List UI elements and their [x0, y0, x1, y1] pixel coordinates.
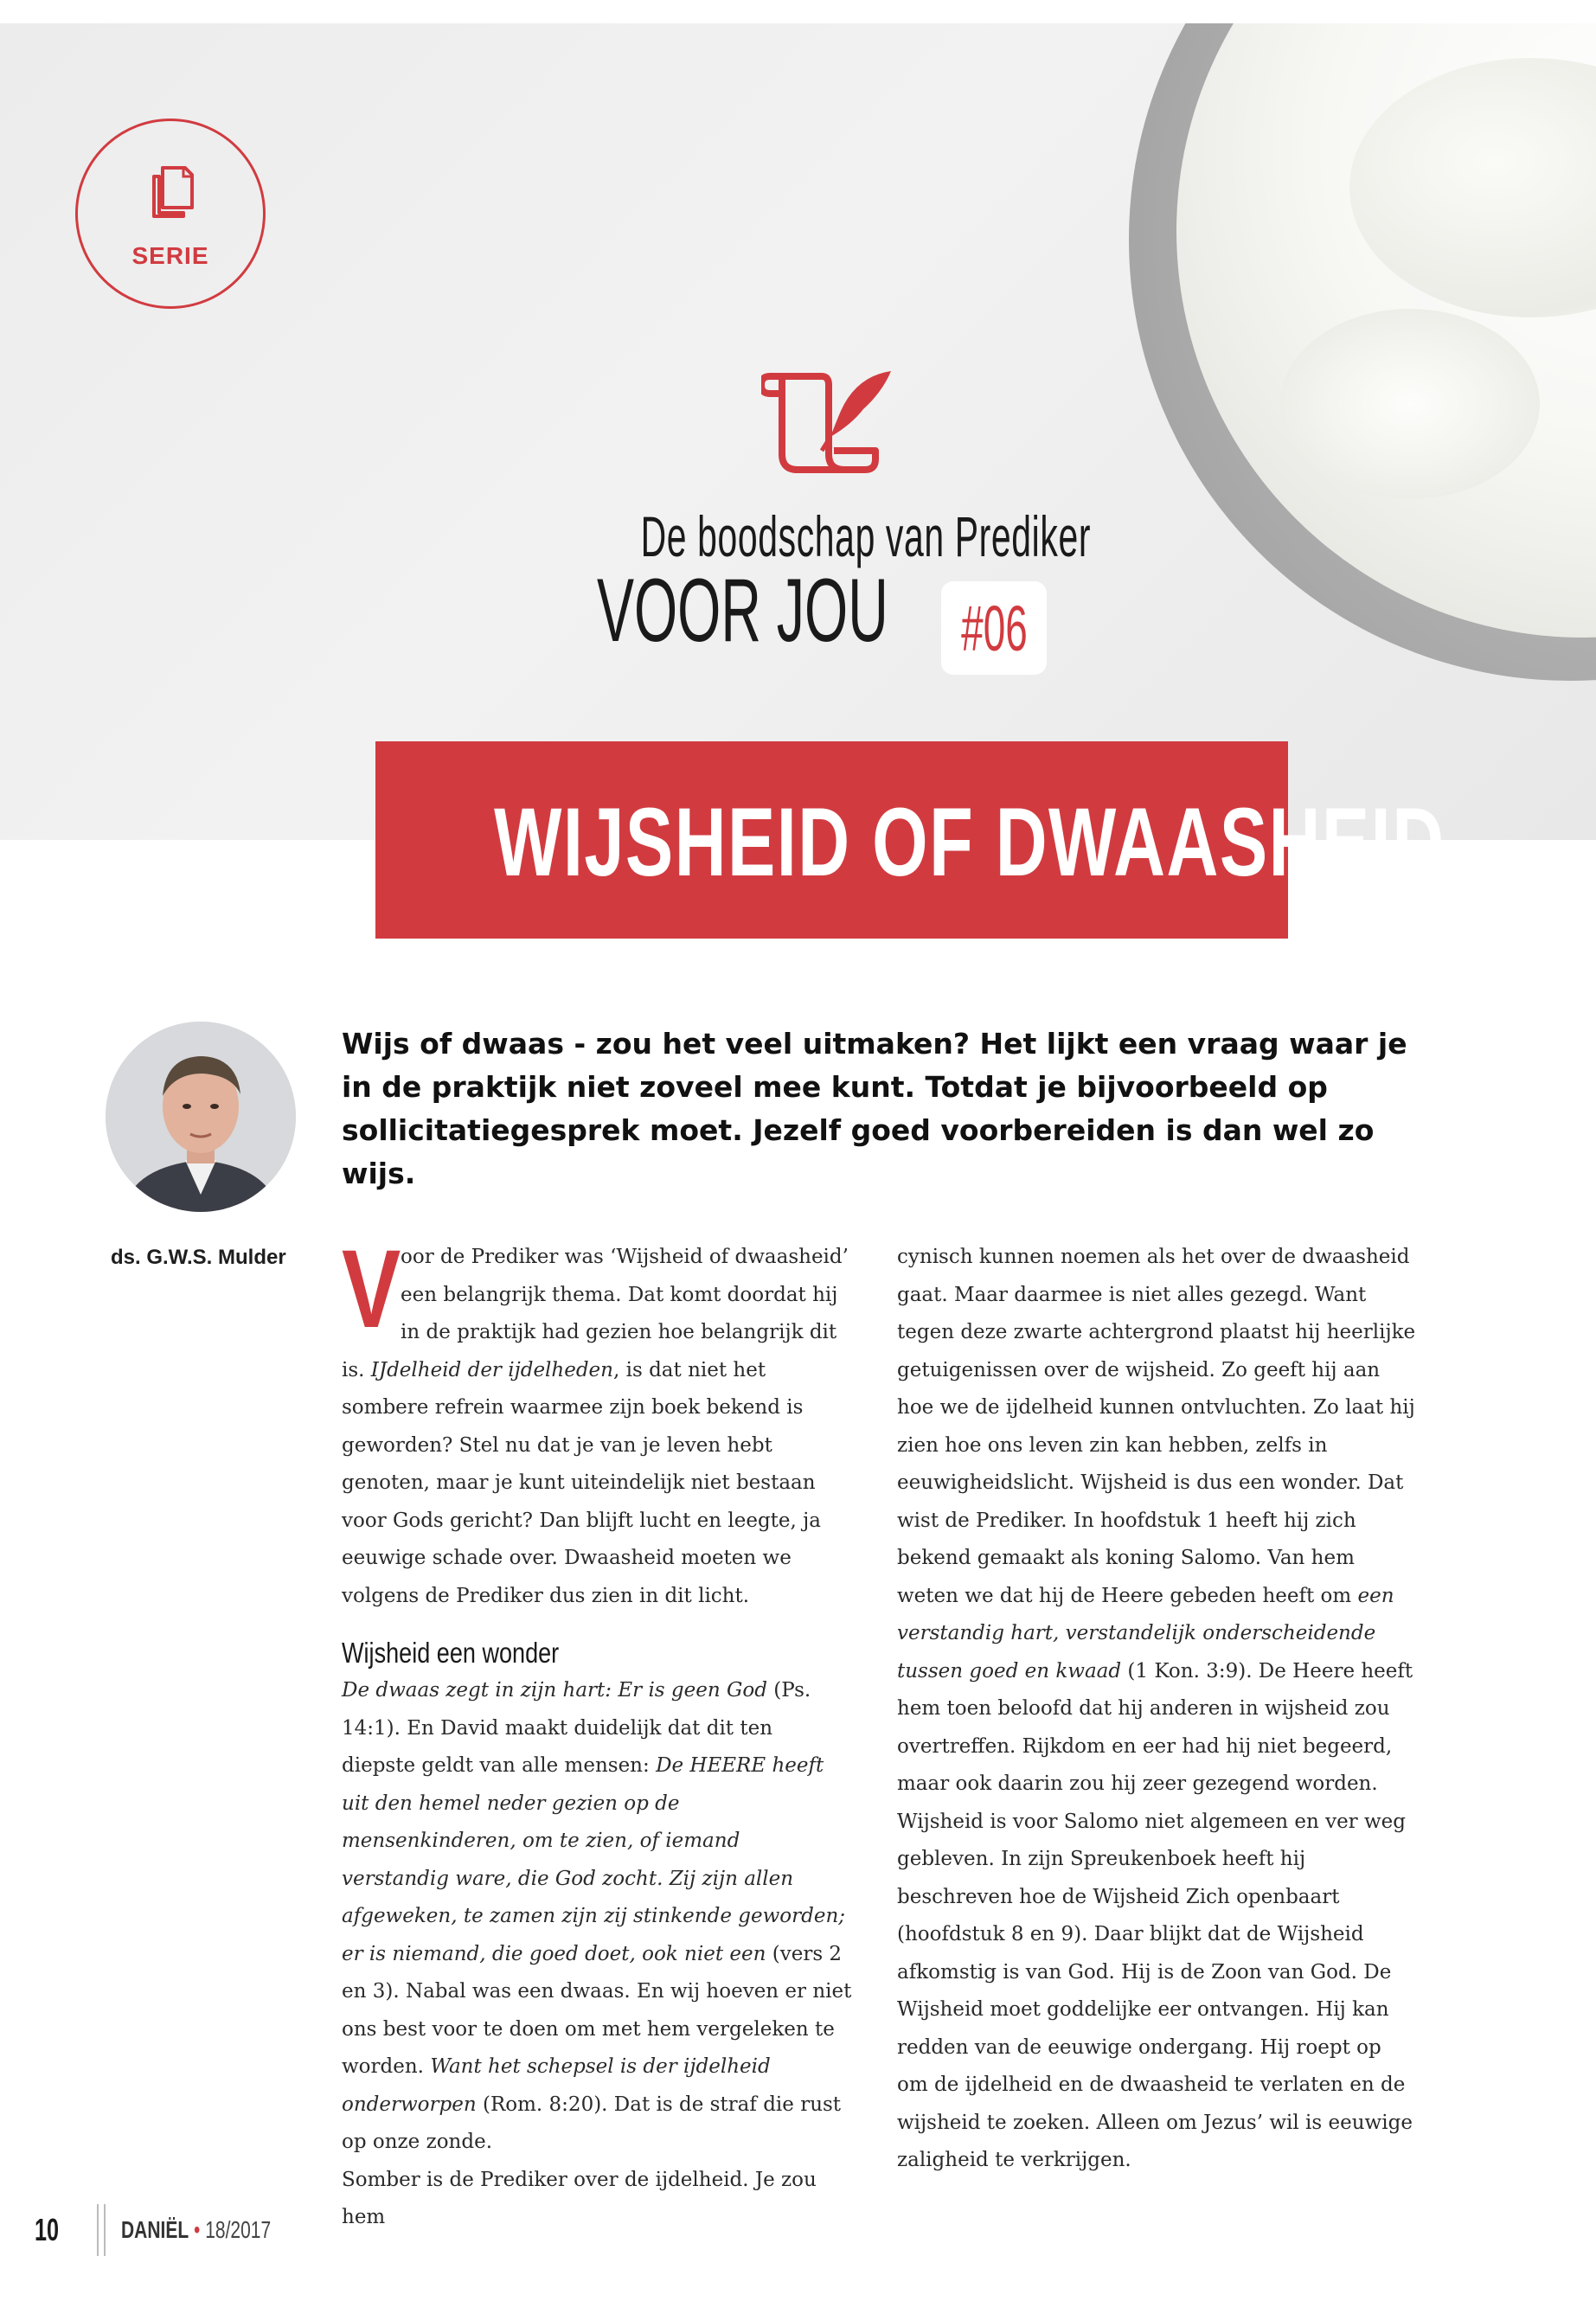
body-column-right	[897, 1239, 1416, 2180]
body-text: (Rom. 8:20). Dat is de straf die rust op onze zonde.	[342, 2093, 842, 2153]
author-avatar	[106, 1022, 296, 1212]
serie-label: SERIE	[131, 242, 209, 269]
issue-number: 18/2017	[205, 2216, 272, 2243]
author-name: ds. G.W.S. Mulder	[111, 1246, 286, 1269]
footer-dot: •	[194, 2216, 201, 2243]
body-italic: De HEERE heeft uit den hemel neder gezien op de mensenkinderen, om te zien, of iemand verstandig ware, die God zocht. Zij zijn allen afgeweken, te zamen zijn zij stinkende geworden; er is niemand, die goed doet, ook niet een	[342, 1754, 846, 1965]
section-heading: Wijsheid een wonder	[342, 1637, 560, 1669]
article-title: WIJSHEID OF DWAASHEID	[494, 788, 1445, 896]
title-band	[375, 741, 1445, 939]
serie-badge	[75, 119, 266, 309]
body-italic: De dwaas zegt in zijn hart: Er is geen God	[342, 1679, 767, 1702]
magazine-name: DANIËL	[121, 2216, 189, 2243]
documents-icon	[151, 164, 195, 218]
body-italic: een verstandig hart, verstandelijk onderscheidende tussen goed en kwaad	[897, 1584, 1394, 1682]
body-text: , is dat niet het sombere refrein waarmee zijn boek bekend is geworden? Stel nu dat je van je leven hebt genoten, maar je kunt uiteindelijk niet bestaan voor Gods gericht? Dan blijft lucht en leegte, ja eeuwige schade over. Dwaasheid moeten we volgens de Prediker dus zien in dit licht.	[342, 1358, 821, 1607]
footer-divider	[97, 2204, 106, 2256]
drop-cap: V	[342, 1227, 401, 1351]
episode-badge	[941, 581, 1047, 675]
body-text: cynisch kunnen noemen als het over de dwaasheid gaat. Maar daarmee is niet alles gezegd. Want tegen deze zwarte achtergrond plaatst hij heerlijke getuigenissen over de wijsheid. Zo geeft hij aan hoe we de ijdelheid kunnen ontvluchten. Zo laat hij zien hoe ons leven zin kan hebben, zelfs in eeuwigheidslicht. Wijsheid is dus een wonder. Dat wist de Prediker. In hoofdstuk 1 heeft hij zich bekend gemaakt als koning Salomo. Van hem weten we dat hij de Heere gebeden heeft om	[897, 1246, 1416, 1607]
body-text: (Ps. 14:1). En David maakt duidelijk dat dit ten diepste geldt van alle mensen:	[342, 1679, 811, 1777]
footer-magazine	[121, 2216, 271, 2244]
series-title-line1: De boodschap van Prediker	[640, 504, 1092, 568]
body-text: Somber is de Prediker over de ijdelheid. Je zou hem	[342, 2168, 817, 2228]
body-text: oor de Prediker was ‘Wijsheid of dwaasheid’ een belangrijk thema. Dat komt doordat hij in de praktijk had gezien hoe belangrijk dit is.	[342, 1246, 849, 1381]
scroll-quill-icon	[761, 368, 900, 480]
intro-paragraph: Wijs of dwaas - zou het veel uitmaken? Het lijkt een vraag waar je in de praktijk niet zoveel mee kunt. Totdat je bijvoorbeeld op sollicitatiegesprek moet. Jezelf goed voorbereiden is dan wel zo wijs.	[342, 1027, 1407, 1190]
body-column-left	[342, 1227, 852, 2237]
body-italic: Want het schepsel is der ijdelheid onderworpen	[342, 2055, 771, 2116]
page-number: 10	[35, 2212, 60, 2247]
body-italic: IJdelheid der ijdelheden	[370, 1358, 613, 1381]
hero-photo	[0, 23, 1596, 840]
series-title-line2: VOOR JOU	[597, 561, 888, 661]
cream-highlight	[1280, 309, 1540, 499]
body-text: (vers 2 en 3). Nabal was een dwaas. En wij hoeven er niet ons best voor te doen om met hem vergeleken te worden.	[342, 1942, 852, 2078]
body-text: (1 Kon. 3:9). De Heere heeft hem toen beloofd dat hij anderen in wijsheid zou overtreffen. Rijkdom en eer had hij niet begeerd, maar ook daarin zou hij zeer gezegend worden. Wijsheid is voor Salomo niet algemeen en ver weg gebleven. In zijn Spreukenboek heeft hij beschreven hoe de Wijsheid Zich openbaart (hoofdstuk 8 en 9). Daar blijkt dat de Wijsheid afkomstig is van God. Hij is de Zoon van God. De Wijsheid moet goddelijke eer ontvangen. Hij kan redden van de eeuwige ondergang. Hij roept op om de ijdelheid en de dwaasheid te verlaten en de wijsheid te zoeken. Alleen om Jezus’ wil is eeuwige zaligheid te verkrijgen.	[897, 1659, 1413, 2171]
episode-number: #06	[961, 593, 1028, 664]
